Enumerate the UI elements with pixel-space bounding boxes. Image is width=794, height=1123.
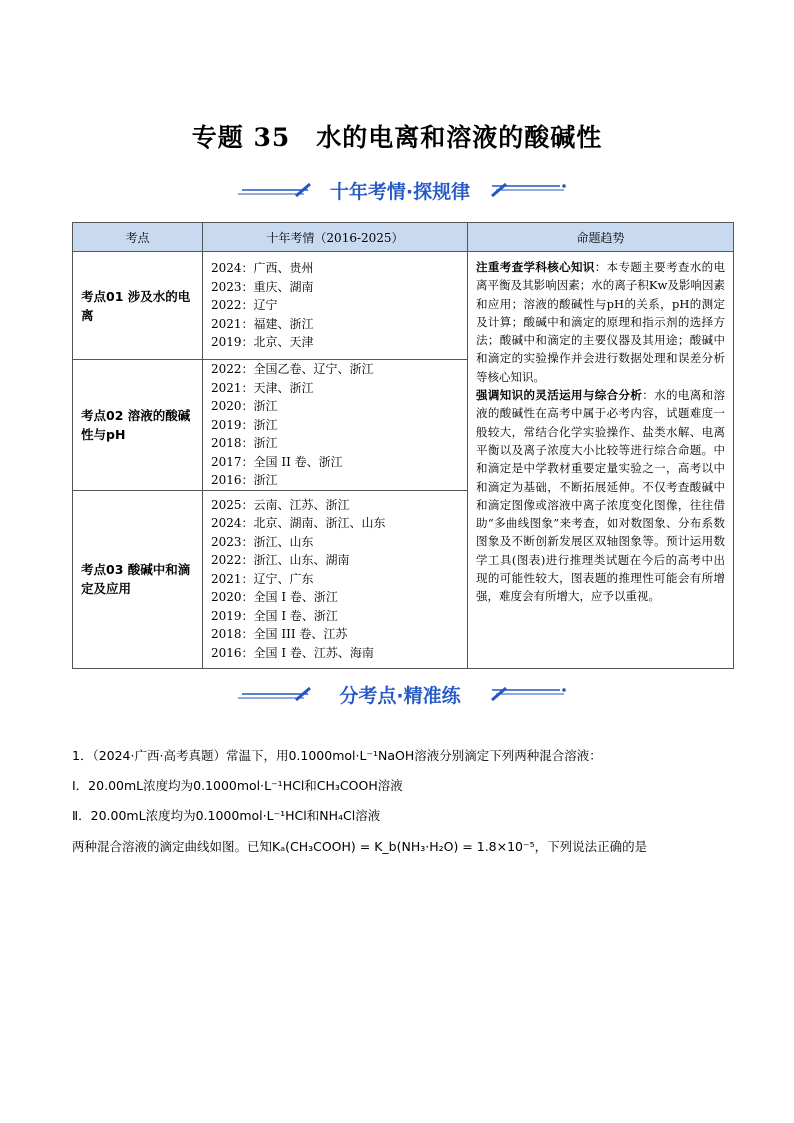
trend-body-2: ：水的电离和溶液的酸碱性在高考中属于必考内容，试题难度一般较大，常结合化学实验操作、盐类水解、电离平衡以及离子浓度大小比较等进行综合命题。中和滴定是中学教材重要定量实验之一，高考以中和滴定为基础，不断拓展延伸。不仅考查酸碱中和滴定图像或溶液中离子浓度变化图像，往往借助“多曲线图象”来考查，如对数图象、分布系数图象及不断创新发展区双轴图象等。预计运用数学工具(图表)进行推理类试题在今后的高考中出现的可能性较大，图表题的推理性可能会有所增强，难度会有所增大，应予以重视。 bbox=[476, 388, 725, 604]
banner-2-text: 分考点·精准练 bbox=[339, 685, 461, 707]
year-line: 2021：辽宁、广东 bbox=[211, 571, 314, 586]
question-condition: 两种混合溶液的滴定曲线如图。已知Kₐ(CH₃COOH) = K_b(NH₃·H₂O) = 1.8×10⁻⁵，下列说法正确的是 bbox=[72, 839, 648, 854]
year-line: 2023：重庆、湖南 bbox=[211, 279, 314, 294]
question-item-1: Ⅰ．20.00mL浓度均为0.1000mol·L⁻¹HCl和CH₃COOH溶液 bbox=[72, 778, 403, 793]
year-line: 2019：全国 I 卷、浙江 bbox=[211, 608, 338, 623]
year-line: 2020：全国 I 卷、浙江 bbox=[211, 590, 338, 605]
year-line: 2023：浙江、山东 bbox=[211, 534, 314, 549]
trend-heading-2: 强调知识的灵活运用与综合分析 bbox=[476, 388, 643, 403]
trend-cell bbox=[468, 252, 734, 669]
year-line: 2016：浙江 bbox=[211, 473, 278, 487]
year-line: 2016：全国 I 卷、江苏、海南 bbox=[211, 645, 374, 660]
year-line: 2025：云南、江苏、浙江 bbox=[211, 497, 350, 512]
year-line: 2022：全国乙卷、辽宁、浙江 bbox=[211, 362, 374, 376]
year-line: 2017：全国 II 卷、浙江 bbox=[211, 454, 343, 469]
section-banner-1 bbox=[230, 176, 570, 204]
trend-body-1: ：本专题主要考查水的电离平衡及其影响因素；水的离子积Kw及影响因素和应用；溶液的酸碱性与pH的关系，pH的测定及计算；酸碱中和滴定的原理和指示剂的选择方法；酸碱中和滴定的主要仪器及其用途；酸碱中和滴定的实验操作并会进行数据处理和误差分析等核心知识。 bbox=[476, 260, 725, 384]
section-banner-2 bbox=[230, 680, 570, 708]
year-line: 2022：浙江、山东、湖南 bbox=[211, 553, 350, 568]
year-line: 2021：天津、浙江 bbox=[211, 380, 314, 395]
page-title: 专题 35 水的电离和溶液的酸碱性 bbox=[191, 123, 603, 152]
kd-cell: 考点02 溶液的酸碱性与pH bbox=[73, 360, 203, 491]
trend-heading-1: 注重考查学科核心知识 bbox=[476, 260, 595, 274]
year-line: 2020：浙江 bbox=[211, 399, 278, 413]
kd-cell: 考点03 酸碱中和滴定及应用 bbox=[73, 490, 203, 668]
banner-1-text: 十年考情·探规律 bbox=[329, 181, 471, 203]
header-trend: 命题趋势 bbox=[468, 223, 734, 252]
table-header-row bbox=[73, 223, 734, 252]
kd-cell: 考点01 涉及水的电离 bbox=[73, 252, 203, 360]
year-line: 2021：福建、浙江 bbox=[211, 316, 314, 331]
years-cell bbox=[203, 360, 468, 491]
exam-overview-table bbox=[72, 222, 734, 669]
table-row bbox=[73, 252, 734, 360]
year-line: 2018：全国 III 卷、江苏 bbox=[211, 627, 348, 642]
question-item-2: Ⅱ．20.00mL浓度均为0.1000mol·L⁻¹HCl和NH₄Cl溶液 bbox=[72, 808, 381, 823]
years-cell bbox=[203, 252, 468, 360]
year-line: 2022：辽宁 bbox=[211, 298, 278, 313]
year-line: 2018：浙江 bbox=[211, 436, 278, 450]
header-kd: 考点 bbox=[73, 223, 203, 252]
year-line: 2024：广西、贵州 bbox=[211, 261, 314, 276]
header-years: 十年考情（2016-2025） bbox=[203, 223, 468, 252]
year-line: 2019：浙江 bbox=[211, 417, 278, 432]
year-line: 2019：北京、天津 bbox=[211, 335, 314, 350]
years-cell bbox=[203, 490, 468, 668]
question-stem: 1．（2024·广西·高考真题）常温下，用0.1000mol·L⁻¹NaOH溶液分别滴定下列两种混合溶液： bbox=[72, 748, 602, 763]
year-line: 2024：北京、湖南、浙江、山东 bbox=[211, 516, 386, 531]
